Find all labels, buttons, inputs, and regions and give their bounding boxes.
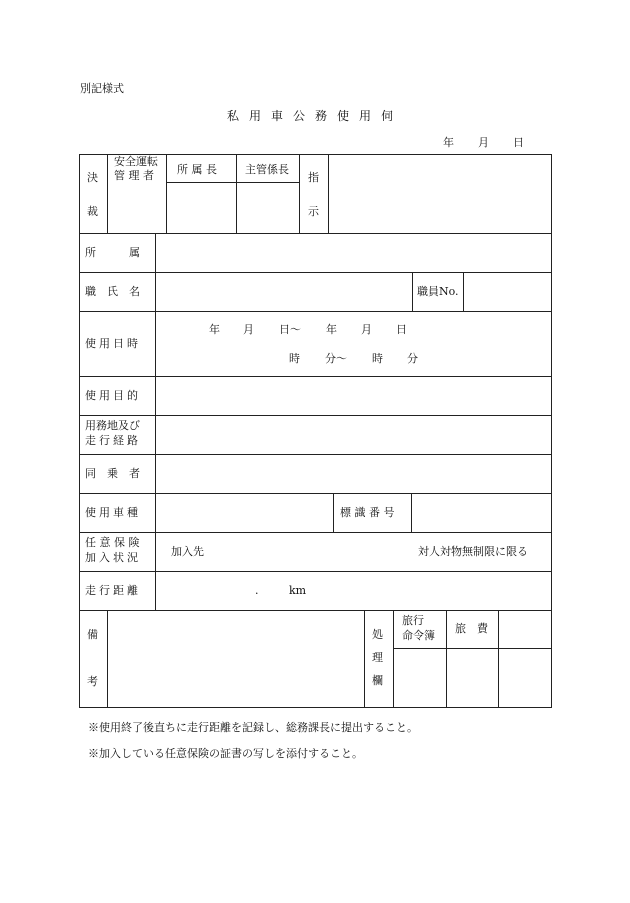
processing-3: 欄 bbox=[372, 674, 383, 687]
col-divider bbox=[107, 154, 108, 233]
distance-dot: . bbox=[255, 584, 259, 597]
col-divider bbox=[393, 610, 394, 708]
plate-number-label: 標 識 番 号 bbox=[340, 506, 395, 519]
row-divider bbox=[79, 233, 552, 234]
col-divider bbox=[412, 272, 413, 311]
insurer-label: 加入先 bbox=[171, 545, 204, 558]
row-divider bbox=[79, 610, 552, 611]
page-title: 私用車公務使用伺 bbox=[226, 109, 403, 123]
row-divider bbox=[79, 272, 552, 273]
chief-label: 主管係長 bbox=[245, 163, 289, 176]
instruction-bottom: 示 bbox=[308, 205, 319, 218]
vehicle-type-label: 使用車種 bbox=[85, 506, 141, 519]
col-divider bbox=[107, 610, 108, 708]
distance-label: 走行距離 bbox=[85, 584, 141, 597]
row-divider bbox=[79, 376, 552, 377]
dt-month-2: 月 bbox=[361, 323, 372, 336]
row-divider bbox=[79, 532, 552, 533]
processing-2: 理 bbox=[372, 651, 383, 664]
col-divider bbox=[236, 154, 237, 233]
biko-top: 備 bbox=[87, 628, 98, 641]
travel-order-line1: 旅行 bbox=[402, 614, 424, 627]
dt-minute-1: 分～ bbox=[325, 352, 347, 365]
col-divider bbox=[446, 610, 447, 708]
distance-unit: km bbox=[289, 584, 307, 597]
col-divider bbox=[328, 154, 329, 233]
col-divider bbox=[498, 610, 499, 708]
passengers-label: 同 乗 者 bbox=[85, 467, 140, 480]
usage-datetime-label: 使用日時 bbox=[85, 337, 141, 350]
date-day: 日 bbox=[513, 136, 524, 149]
kessai-bottom: 裁 bbox=[87, 205, 98, 218]
approval-divider bbox=[166, 182, 299, 183]
dt-minute-2: 分 bbox=[407, 352, 418, 365]
staff-no-label: 職員No. bbox=[417, 285, 459, 298]
affiliation-label: 所 属 bbox=[85, 246, 140, 259]
row-divider bbox=[79, 454, 552, 455]
dt-hour-1: 時 bbox=[289, 352, 300, 365]
col-divider bbox=[411, 493, 412, 532]
row-divider bbox=[79, 415, 552, 416]
row-divider bbox=[79, 571, 552, 572]
col-divider bbox=[166, 154, 167, 233]
label-col-divider bbox=[155, 233, 156, 610]
date-month: 月 bbox=[478, 136, 489, 149]
safety-manager-line1: 安全運転 bbox=[114, 155, 158, 168]
processing-1: 処 bbox=[372, 628, 383, 641]
travel-expense-label: 旅 費 bbox=[455, 622, 488, 635]
usage-purpose-label: 使用目的 bbox=[85, 389, 141, 402]
insurance-label-line2: 加入状況 bbox=[85, 551, 141, 564]
row-divider bbox=[79, 493, 552, 494]
remarks-divider bbox=[393, 648, 552, 649]
name-label: 職 氏 名 bbox=[85, 285, 140, 298]
dept-head-label: 所 属 長 bbox=[177, 163, 217, 176]
dt-year-1: 年 bbox=[209, 323, 220, 336]
dt-day-1: 日～ bbox=[279, 323, 301, 336]
col-divider bbox=[333, 493, 334, 532]
instruction-top: 指 bbox=[308, 171, 319, 184]
route-label-line1: 用務地及び bbox=[85, 419, 140, 432]
dt-month-1: 月 bbox=[243, 323, 254, 336]
row-divider bbox=[79, 311, 552, 312]
col-divider bbox=[299, 154, 300, 233]
biko-bottom: 考 bbox=[87, 675, 98, 688]
note-1: ※使用終了後直ちに走行距離を記録し、総務課長に提出すること。 bbox=[88, 721, 418, 734]
insurance-label-line1: 任 意 保 険 bbox=[85, 536, 140, 549]
dt-hour-2: 時 bbox=[372, 352, 383, 365]
route-label-line2: 走行経路 bbox=[85, 434, 141, 447]
form-label: 別記様式 bbox=[80, 82, 124, 95]
safety-manager-line2: 管 理 者 bbox=[114, 169, 154, 182]
dt-day-2: 日 bbox=[396, 323, 407, 336]
insurance-condition: 対人対物無制限に限る bbox=[418, 545, 528, 558]
date-year: 年 bbox=[443, 136, 454, 149]
travel-order-line2: 命令簿 bbox=[402, 629, 435, 642]
col-divider bbox=[463, 272, 464, 311]
dt-year-2: 年 bbox=[326, 323, 337, 336]
note-2: ※加入している任意保険の証書の写しを添付すること。 bbox=[88, 747, 363, 760]
col-divider bbox=[364, 610, 365, 708]
kessai-top: 決 bbox=[87, 171, 98, 184]
